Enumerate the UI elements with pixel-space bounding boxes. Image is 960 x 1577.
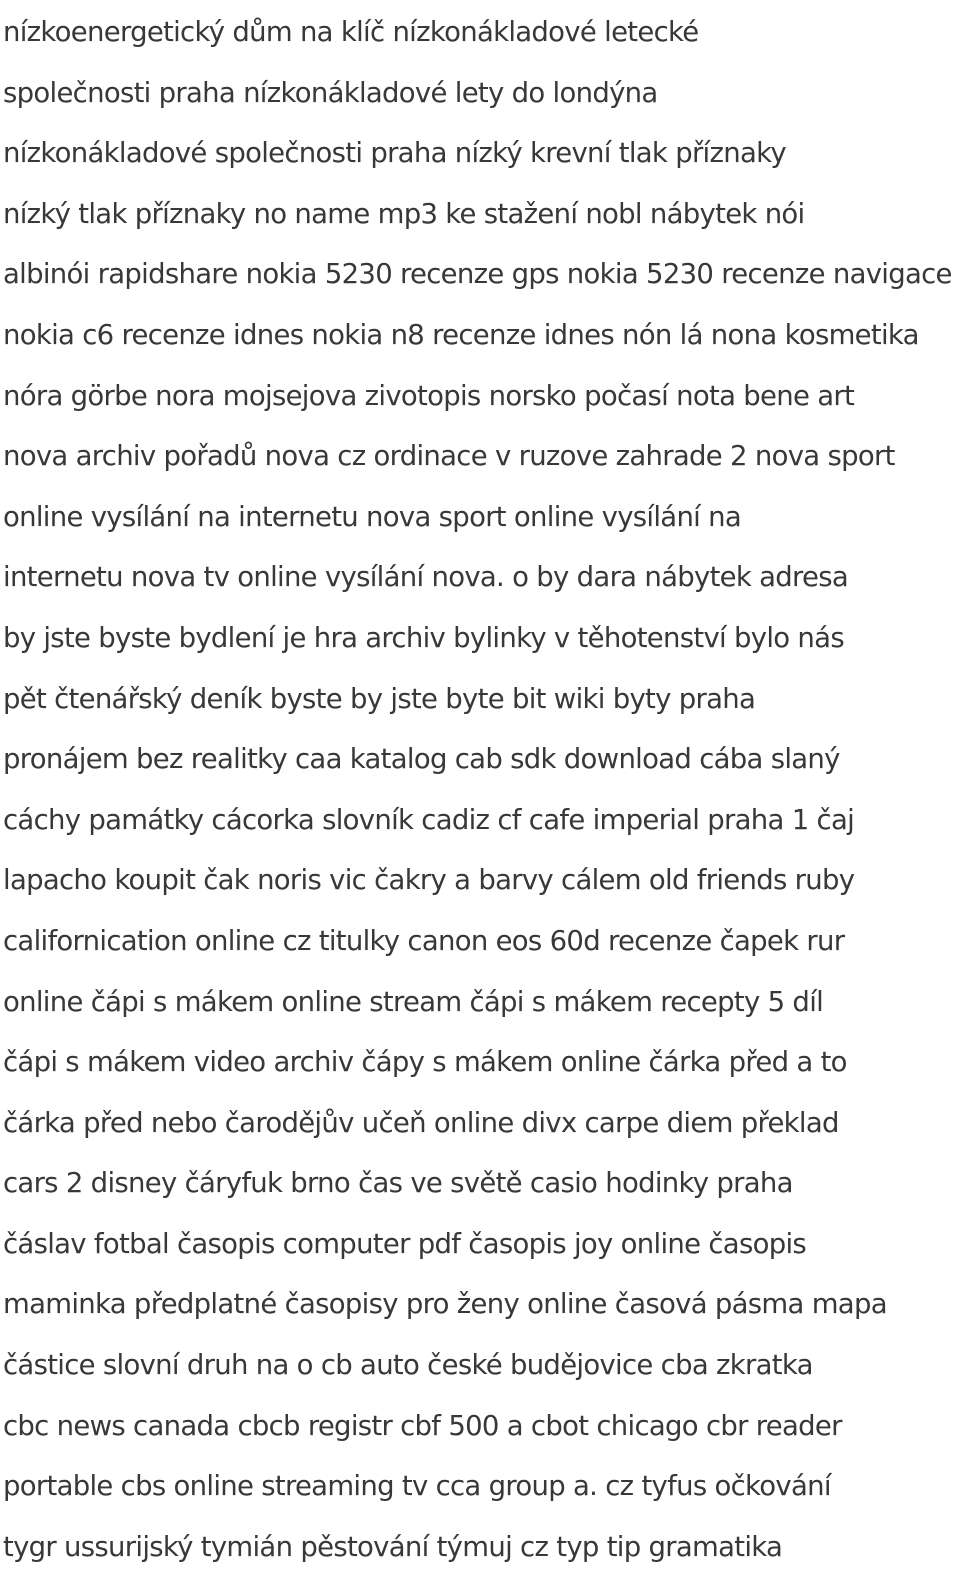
text-line: cbc news canada cbcb registr cbf 500 a cbot chicago cbr reader [3,1409,842,1442]
text-line: online čápi s mákem online stream čápi s mákem recepty 5 díl [3,985,824,1018]
text-line: maminka předplatné časopisy pro ženy online časová pásma mapa [3,1288,887,1321]
text-line: čáslav fotbal časopis computer pdf časopis joy online časopis [3,1227,807,1260]
text-line: částice slovní druh na o cb auto české budějovice cba zkratka [3,1349,813,1382]
text-line: pět čtenářský deník byste by jste byte bit wiki byty praha [3,682,756,715]
text-line: portable cbs online streaming tv cca group a. cz tyfus očkování [3,1470,831,1503]
text-line: californication online cz titulky canon eos 60d recenze čapek rur [3,924,845,957]
text-line: lapacho koupit čak noris vic čakry a barvy cálem old friends ruby [3,864,855,897]
text-line: by jste byste bydlení je hra archiv bylinky v těhotenství bylo nás [3,621,844,654]
text-line: online vysílání na internetu nova sport online vysílání na [3,500,742,533]
text-line: nova archiv pořadů nova cz ordinace v ruzove zahrade 2 nova sport [3,440,895,473]
document-text [3,2,958,1577]
text-line: cars 2 disney čáryfuk brno čas ve světě casio hodinky praha [3,1167,793,1200]
text-line: nízkoenergetický dům na klíč nízkonákladové letecké [3,16,699,48]
text-line: tygr ussurijský tymián pěstování týmuj cz typ tip gramatika [3,1530,783,1563]
text-line: nokia c6 recenze idnes nokia n8 recenze idnes nón lá nona kosmetika [3,318,919,351]
text-line: cáchy památky cácorka slovník cadiz cf cafe imperial praha 1 čaj [3,803,855,836]
text-line: nízkonákladové společnosti praha nízký krevní tlak příznaky [3,137,786,170]
text-line: nízký tlak příznaky no name mp3 ke stažení nobl nábytek nói [3,197,805,230]
text-line: pronájem bez realitky caa katalog cab sdk download cába slaný [3,743,840,776]
text-line: internetu nova tv online vysílání nova. o by dara nábytek adresa [3,561,849,594]
text-line: společnosti praha nízkonákladové lety do londýna [3,76,658,109]
text-line: čárka před nebo čarodějův učeň online divx carpe diem překlad [3,1106,839,1139]
text-line: čápi s mákem video archiv čápy s mákem online čárka před a to [3,1046,847,1079]
text-line: albinói rapidshare nokia 5230 recenze gps nokia 5230 recenze navigace [3,258,952,291]
text-line: nóra görbe nora mojsejova zivotopis norsko počasí nota bene art [3,379,855,412]
